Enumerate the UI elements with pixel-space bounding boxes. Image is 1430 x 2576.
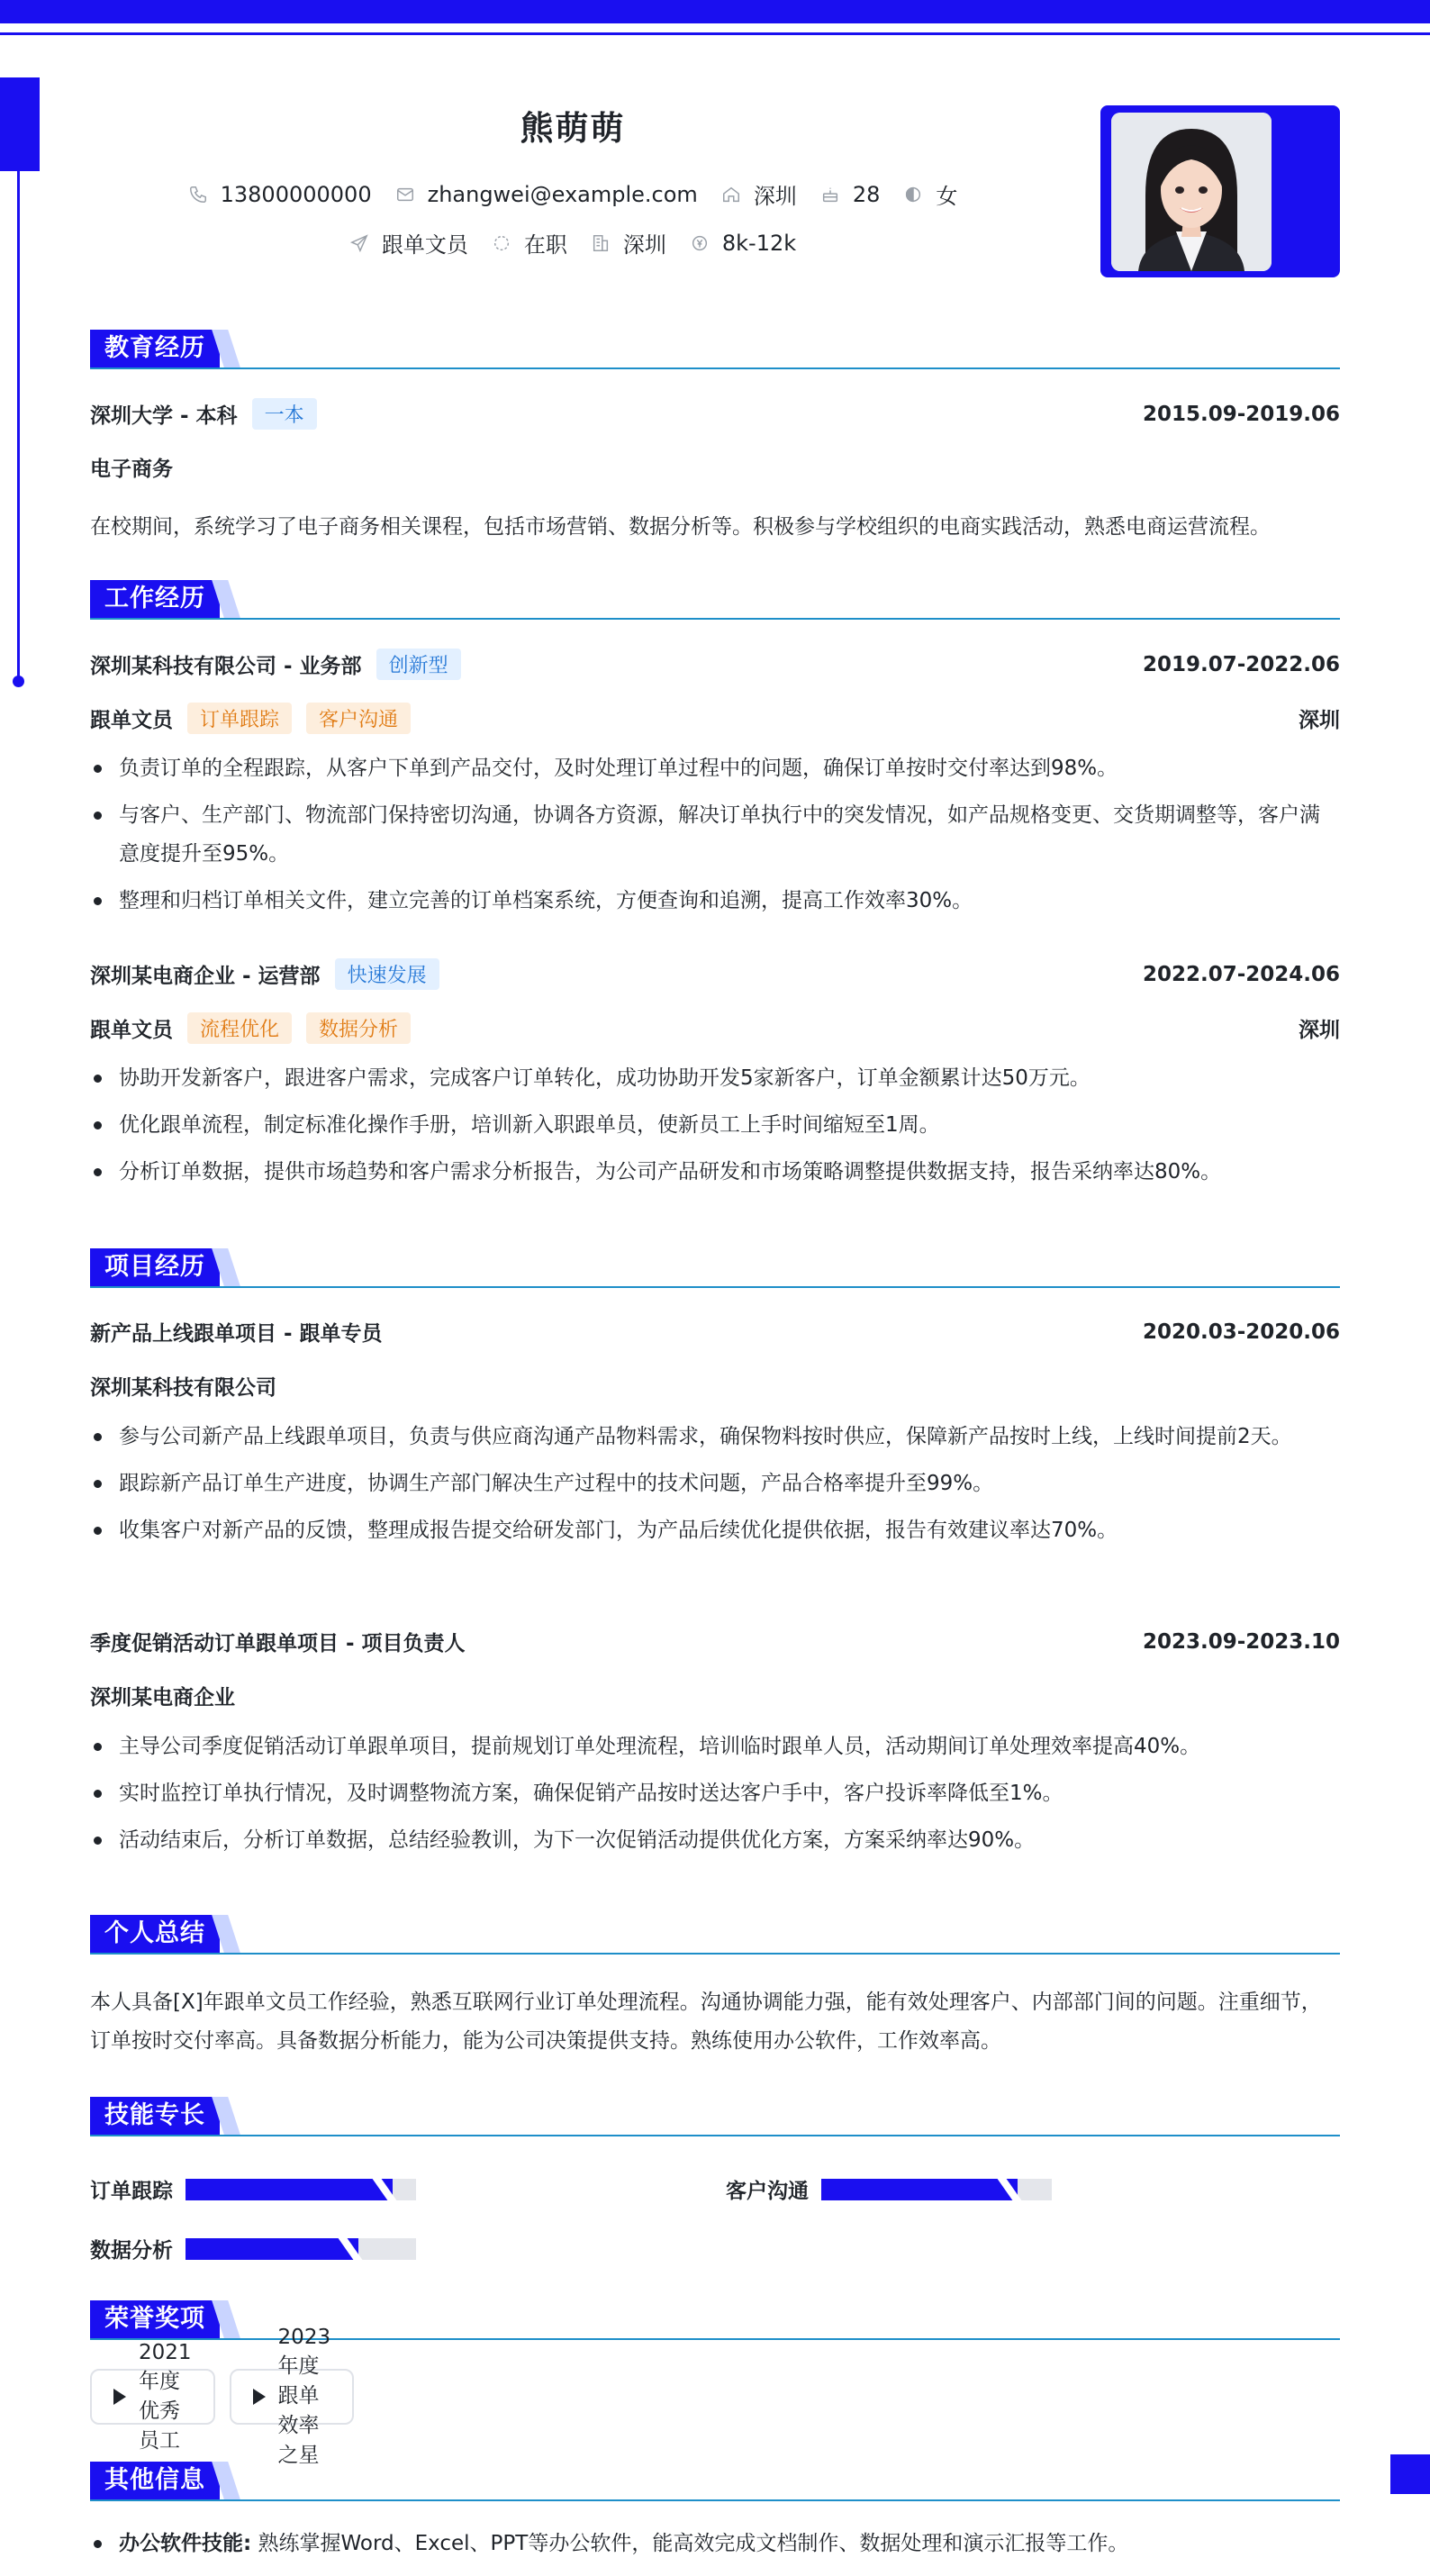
education-description: 在校期间，系统学习了电子商务相关课程，包括市场营销、数据分析等。积极参与学校组织的电商实践活动，熟悉电商运营流程。 <box>90 515 1271 539</box>
top-accent-line <box>0 32 1430 35</box>
city-text: 深圳 <box>753 184 797 209</box>
work-item-1-bullets <box>90 749 1340 929</box>
list-item: 与客户、生产部门、物流部门保持密切沟通，协调各方资源，解决订单执行中的突发情况，如产品规格变更、交货期调整等，客户满意度提升至95%。 <box>90 796 1340 874</box>
work-item-1-role <box>90 703 1340 734</box>
work-location: 深圳 <box>1299 1019 1340 1042</box>
section-divider <box>90 2135 1340 2136</box>
work-item-1-header <box>90 649 1340 680</box>
work-header <box>90 580 1340 620</box>
skills-section <box>90 2097 1340 2263</box>
skill-tag: 数据分析 <box>306 1012 411 1044</box>
project-1-company <box>90 1371 1340 1401</box>
work-period: 2022.07-2024.06 <box>1142 962 1340 986</box>
school-name: 深圳大学 - 本科 <box>90 404 238 428</box>
gender-item <box>903 178 957 210</box>
skill-item <box>90 2174 416 2204</box>
gender-text: 女 <box>936 184 958 209</box>
photo-frame <box>1100 105 1340 277</box>
skill-tag: 流程优化 <box>187 1012 292 1044</box>
other-text: 熟练掌握Word、Excel、PPT等办公软件，能高效完成文档制作、数据处理和演示汇报等工作。 <box>258 2532 1129 2555</box>
summary-text: 本人具备[X]年跟单文员工作经验，熟悉互联网行业订单处理流程。沟通协调能力强，能有效处理客户、内部部门间的问题。注重细节，订单按时交付率高。具备数据分析能力，能为公司决策提供支持。熟练使用办公软件，工作效率高。 <box>90 1991 1322 2053</box>
honor-badge <box>230 2326 355 2467</box>
work-item-2-bullets <box>90 1059 1340 1200</box>
company-tag: 创新型 <box>376 649 461 680</box>
list-item: 参与公司新产品上线跟单项目，负责与供应商沟通产品物料需求，确保物料按时供应，保障新产品按时上线，上线时间提前2天。 <box>90 1418 1340 1456</box>
skill-bar <box>821 2179 1052 2200</box>
expected-city-text: 深圳 <box>622 232 666 258</box>
company-name: 深圳某科技有限公司 - 业务部 <box>90 655 362 678</box>
top-accent-bar <box>0 0 1430 23</box>
position-text: 跟单文员 <box>381 232 468 258</box>
list-item: 协助开发新客户，跟进客户需求，完成客户订单转化，成功协助开发5家新客户，订单金额累计达50万元。 <box>90 1059 1340 1098</box>
education-title: 教育经历 <box>90 330 220 367</box>
right-accent-block <box>1390 2454 1430 2494</box>
skills-header <box>90 2097 1340 2136</box>
other-header <box>90 2462 1340 2501</box>
salary-text: 8k-12k <box>721 230 797 256</box>
section-divider <box>90 367 1340 369</box>
other-title: 其他信息 <box>90 2462 220 2499</box>
gender-icon <box>903 185 923 204</box>
skill-tag: 订单跟踪 <box>187 703 292 734</box>
company-tag: 快速发展 <box>335 958 439 990</box>
list-item: 负责订单的全程跟踪，从客户下单到产品交付，及时处理订单过程中的问题，确保订单按时交付率达到98%。 <box>90 749 1340 788</box>
list-item: 实时监控订单执行情况，及时调整物流方案，确保促销产品按时送达客户手中，客户投诉率降低至1%。 <box>90 1774 1340 1813</box>
left-accent-dot <box>13 676 24 687</box>
skill-fill <box>186 2179 393 2200</box>
project-company: 深圳某科技有限公司 <box>90 1376 276 1400</box>
list-item: 收集客户对新产品的反馈，整理成报告提交给研发部门，为产品后续优化提供依据，报告有效建议率达70%。 <box>90 1511 1340 1550</box>
skill-bar <box>186 2179 416 2200</box>
list-item <box>90 2525 1340 2563</box>
status-text: 在职 <box>523 232 567 258</box>
skill-name: 客户沟通 <box>726 2180 809 2203</box>
section-divider <box>90 2499 1340 2501</box>
education-row <box>90 398 1340 430</box>
education-header <box>90 330 1340 369</box>
contact-row <box>90 178 1055 210</box>
skill-fill <box>821 2179 1018 2200</box>
list-item: 主导公司季度促销活动订单跟单项目，提前规划订单处理流程，培训临时跟单人员，活动期间订单处理效率提高40%。 <box>90 1728 1340 1766</box>
project-2-header <box>90 1627 1340 1656</box>
summary-header <box>90 1915 1340 1955</box>
honor-text: 2021年度优秀员工 <box>139 2340 192 2453</box>
other-list <box>90 2525 1340 2571</box>
status-item <box>492 227 567 259</box>
education-period: 2015.09-2019.06 <box>1142 402 1340 426</box>
summary-section <box>90 1915 1340 2053</box>
project-name: 季度促销活动订单跟单项目 - 项目负责人 <box>90 1632 466 1655</box>
phone-icon <box>188 185 208 204</box>
role-name: 跟单文员 <box>90 709 173 732</box>
mail-icon <box>395 185 415 204</box>
honor-badge <box>90 2340 215 2453</box>
project-name: 新产品上线跟单项目 - 跟单专员 <box>90 1322 383 1346</box>
money-icon <box>690 233 710 253</box>
other-section <box>90 2462 1340 2555</box>
job-intent-row <box>90 227 1055 259</box>
cake-icon <box>820 185 840 204</box>
portrait-illustration <box>1111 113 1272 271</box>
skill-tag: 客户沟通 <box>306 703 411 734</box>
section-divider <box>90 1286 1340 1288</box>
major-row <box>90 452 1340 482</box>
status-icon <box>492 233 511 253</box>
section-divider <box>90 618 1340 620</box>
skill-name: 数据分析 <box>90 2239 173 2263</box>
play-triangle-icon <box>113 2389 126 2405</box>
list-item: 跟踪新产品订单生产进度，协调生产部门解决生产过程中的技术问题，产品合格率提升至99%。 <box>90 1465 1340 1503</box>
skill-bar <box>186 2238 416 2260</box>
age-item <box>820 182 881 207</box>
honor-text: 2023年度跟单效率之星 <box>277 2326 331 2467</box>
phone-text: 13800000000 <box>220 181 372 207</box>
project-2-bullets <box>90 1728 1340 1868</box>
section-divider <box>90 1953 1340 1955</box>
school-tag: 一本 <box>252 398 317 430</box>
list-item: 整理和归档订单相关文件，建立完善的订单档案系统，方便查询和追溯，提高工作效率30%。 <box>90 882 1340 921</box>
list-item: 优化跟单流程，制定标准化操作手册，培训新入职跟单员，使新员工上手时间缩短至1周。 <box>90 1106 1340 1145</box>
salary-item <box>690 231 796 256</box>
role-name: 跟单文员 <box>90 1019 173 1042</box>
project-period: 2023.09-2023.10 <box>1142 1629 1340 1654</box>
building-icon <box>591 233 611 253</box>
honors-section <box>90 2300 1340 2467</box>
play-triangle-icon <box>253 2389 266 2405</box>
left-accent-block <box>0 77 40 171</box>
project-company: 深圳某电商企业 <box>90 1686 235 1710</box>
project-2-company <box>90 1681 1340 1710</box>
email-item <box>395 182 698 207</box>
projects-section <box>90 1248 1340 1852</box>
skill-item <box>726 2174 1052 2204</box>
home-icon <box>721 185 741 204</box>
position-item <box>349 227 468 259</box>
expected-city-item <box>591 227 666 259</box>
phone-item <box>188 182 372 207</box>
candidate-name: 熊萌萌 <box>520 109 626 148</box>
list-item: 活动结束后，分析订单数据，总结经验教训，为下一次促销活动提供优化方案，方案采纳率达90%。 <box>90 1821 1340 1860</box>
projects-title: 项目经历 <box>90 1248 220 1286</box>
profile-photo <box>1111 113 1272 271</box>
work-title: 工作经历 <box>90 580 220 618</box>
honors-title: 荣誉奖项 <box>90 2300 220 2338</box>
skill-item <box>90 2234 416 2263</box>
city-item <box>721 178 797 210</box>
project-period: 2020.03-2020.06 <box>1142 1320 1340 1344</box>
work-section <box>90 580 1340 1184</box>
list-item: 分析订单数据，提供市场趋势和客户需求分析报告，为公司产品研发和市场策略调整提供数据支持，报告采纳率达80%。 <box>90 1153 1340 1192</box>
skill-fill <box>186 2238 358 2260</box>
work-item-2-header <box>90 958 1340 990</box>
skills-title: 技能专长 <box>90 2097 220 2135</box>
work-item-2-role <box>90 1012 1340 1044</box>
left-accent-line <box>17 171 20 681</box>
work-location: 深圳 <box>1299 709 1340 732</box>
other-label: 办公软件技能: <box>119 2532 252 2555</box>
email-text: zhangwei@example.com <box>427 181 698 207</box>
project-1-bullets <box>90 1418 1340 1558</box>
project-1-header <box>90 1317 1340 1347</box>
education-section <box>90 330 1340 539</box>
summary-title: 个人总结 <box>90 1915 220 1953</box>
skill-name: 订单跟踪 <box>90 2180 173 2203</box>
send-icon <box>349 233 369 253</box>
company-name: 深圳某电商企业 - 运营部 <box>90 965 321 988</box>
work-period: 2019.07-2022.06 <box>1142 652 1340 676</box>
age-text: 28 <box>852 181 881 207</box>
major-name: 电子商务 <box>90 458 173 481</box>
projects-header <box>90 1248 1340 1288</box>
